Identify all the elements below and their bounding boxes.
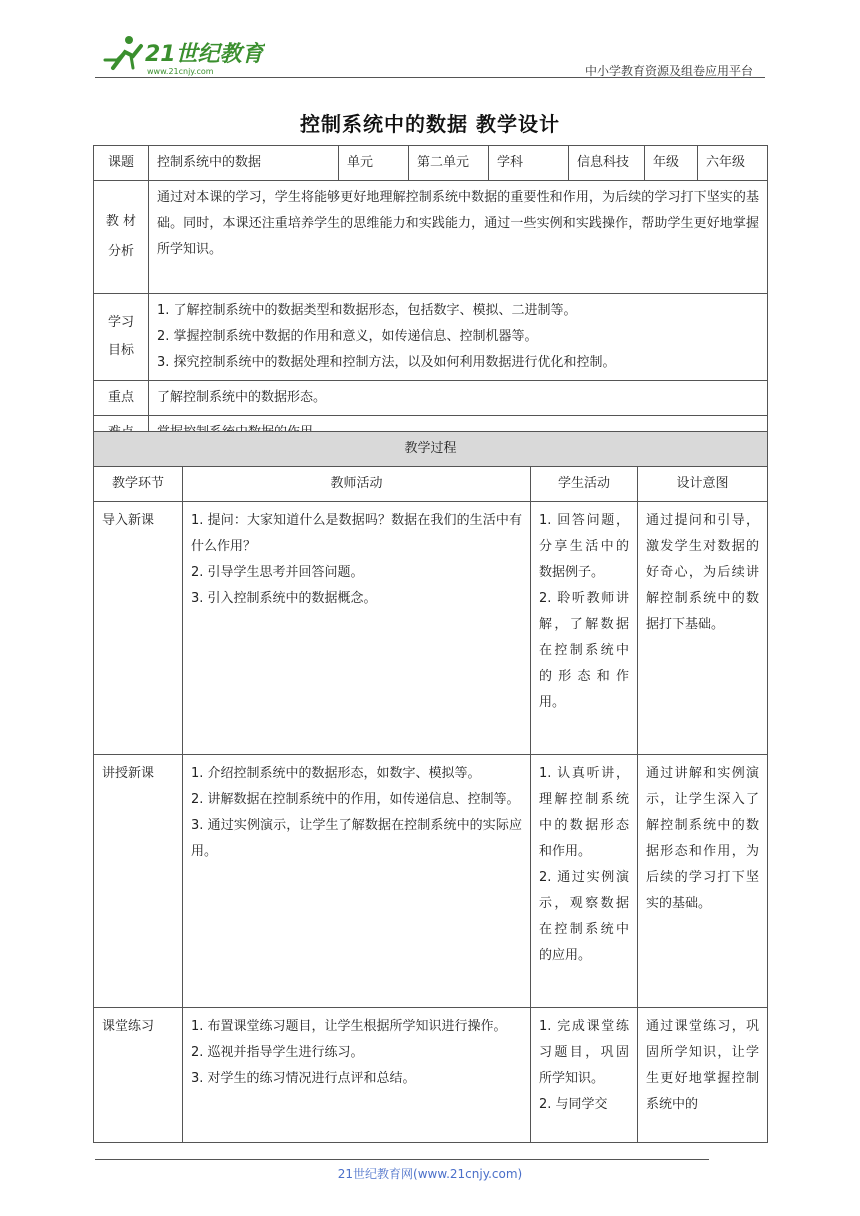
- header-stage: 教学环节: [94, 467, 183, 502]
- design-intent: 通过课堂练习，巩固所学知识，让学生更好地掌握控制系统中的: [638, 1008, 768, 1143]
- teacher-item: 1. 布置课堂练习题目，让学生根据所学知识进行操作。: [191, 1019, 507, 1034]
- stage-cell: 讲授新课: [94, 755, 183, 1008]
- topic-value: 控制系统中的数据: [149, 146, 339, 181]
- header-divider: [95, 77, 765, 78]
- analysis-label: 教 材 分析: [94, 181, 149, 294]
- student-item: 1. 回答问题，分享生活中的数据例子。: [539, 513, 629, 580]
- key-point-text: 了解控制系统中的数据形态。: [149, 381, 768, 416]
- teacher-activity: [183, 1008, 531, 1143]
- header-student: 学生活动: [531, 467, 638, 502]
- key-point-label: 重点: [94, 381, 149, 416]
- svg-text:www.21cnjy.com: www.21cnjy.com: [147, 67, 214, 76]
- student-item: 1. 认真听讲，理解控制系统中的数据形态和作用。: [539, 766, 629, 859]
- site-logo: [95, 30, 265, 78]
- footer-divider: [95, 1159, 709, 1160]
- teacher-item: 2. 讲解数据在控制系统中的作用，如传递信息、控制等。: [191, 792, 520, 807]
- student-activity: [531, 1008, 638, 1143]
- page-header: [95, 30, 765, 80]
- course-info-table: [93, 145, 768, 451]
- teacher-item: 2. 巡视并指导学生进行练习。: [191, 1045, 364, 1060]
- header-teacher: 教师活动: [183, 467, 531, 502]
- stage-cell: 导入新课: [94, 502, 183, 755]
- teacher-item: 3. 对学生的练习情况进行点评和总结。: [191, 1071, 416, 1086]
- teacher-item: 1. 介绍控制系统中的数据形态，如数字、模拟等。: [191, 766, 481, 781]
- student-item: 2. 与同学交: [539, 1097, 608, 1112]
- design-intent: 通过提问和引导，激发学生对数据的好奇心，为后续讲解控制系统中的数据打下基础。: [638, 502, 768, 755]
- unit-label: 单元: [339, 146, 409, 181]
- goals-list: [149, 294, 768, 381]
- teacher-item: 1. 提问：大家知道什么是数据吗？数据在我们的生活中有什么作用？: [191, 513, 522, 554]
- footer-link[interactable]: 21世纪教育网(www.21cnjy.com): [337, 1167, 523, 1181]
- svg-text:21世纪教育: 21世纪教育: [145, 42, 264, 67]
- student-item: 2. 通过实例演示，观察数据在控制系统中的应用。: [539, 870, 629, 963]
- process-title: 教学过程: [94, 432, 768, 467]
- subject-label: 学科: [489, 146, 569, 181]
- teacher-activity: [183, 755, 531, 1008]
- analysis-text: 通过对本课的学习，学生将能够更好地理解控制系统中数据的重要性和作用，为后续的学习打下坚实的基础。同时，本课还注重培养学生的思维能力和实践能力，通过一些实例和实践操作，帮助学生更好地掌握所学知识。: [149, 181, 768, 294]
- student-item: 1. 完成课堂练习题目，巩固所学知识。: [539, 1019, 629, 1086]
- grade-value: 六年级: [698, 146, 768, 181]
- goal-item: 3. 探究控制系统中的数据处理和控制方法，以及如何利用数据进行优化和控制。: [157, 355, 616, 370]
- stage-cell: 课堂练习: [94, 1008, 183, 1143]
- grade-label: 年级: [645, 146, 698, 181]
- design-intent: 通过讲解和实例演示，让学生深入了解控制系统中的数据形态和作用，为后续的学习打下坚实的基础。: [638, 755, 768, 1008]
- platform-name: 中小学教育资源及组卷应用平台: [584, 64, 753, 78]
- header-intent: 设计意图: [638, 467, 768, 502]
- goals-label: 学习 目标: [94, 294, 149, 381]
- goal-item: 2. 掌握控制系统中数据的作用和意义，如传递信息、控制机器等。: [157, 329, 538, 344]
- teaching-process-table: [93, 431, 768, 1143]
- subject-value: 信息科技: [569, 146, 645, 181]
- goal-item: 1. 了解控制系统中的数据类型和数据形态，包括数字、模拟、二进制等。: [157, 303, 577, 318]
- teacher-activity: [183, 502, 531, 755]
- teacher-item: 3. 通过实例演示，让学生了解数据在控制系统中的实际应用。: [191, 818, 522, 859]
- unit-value: 第二单元: [409, 146, 489, 181]
- teacher-item: 2. 引导学生思考并回答问题。: [191, 565, 364, 580]
- document-title: 控制系统中的数据 教学设计: [300, 112, 560, 136]
- teacher-item: 3. 引入控制系统中的数据概念。: [191, 591, 377, 606]
- student-activity: [531, 755, 638, 1008]
- student-item: 2. 聆听教师讲解，了解数据在控制系统中的形态和作用。: [539, 591, 629, 710]
- student-activity: [531, 502, 638, 755]
- topic-label: 课题: [94, 146, 149, 181]
